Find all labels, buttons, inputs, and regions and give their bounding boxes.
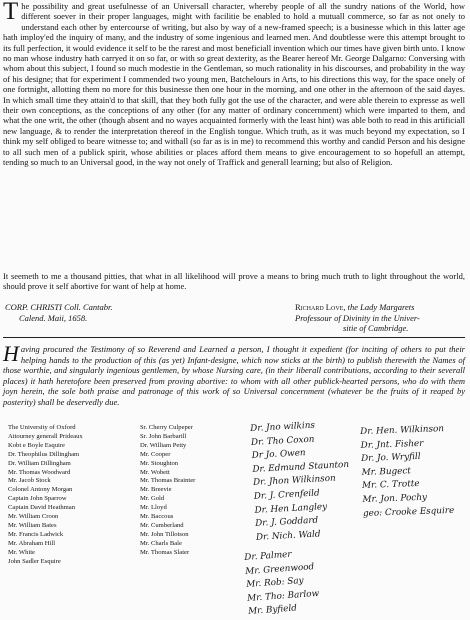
handwritten-signatures-3 (244, 545, 348, 620)
signature: Dr. Edmund Staunton (252, 459, 350, 475)
list-item: Captain David Heathman (8, 504, 76, 512)
intro-text: he possibility and great usefulnesse of an Universall character, whereby people of all the sundry nations of the World, how different soever in their proper languages, might with facilitie be enabled to hold a mutuall commerce, so far as not onely to understand each other by entercourse of writing, but also by way of a new-framed speech; is a businesse which in this latter age hath imploy'ed the inquiry of many, and the industry of some ingenious and learned men. And doubtlesse were this attempt brought to its full perfection, it would evidence it self to be the rarest and most beneficiall invention which our times have given birth unto. I know no man whose industry hath carryed it on so far, or with so great dexterity, as the Bearer hereof Mr. George Dalgarno: Conversing with whom about this subject, I found so much modestie in the Gentleman, so much rationality in his discourses, and probability in the way of his designe; that for experiment I commended two young men, Batchelours in Arts, to his directions this way, for the space onely of one fortnight, allotting them no more for this businesse then one hour in the morning, and one other in the afternoon of the said dayes. In which small time they attain'd to that skill, that they both fully got the use of the character, and were able therein to expresse as well their own conceptions, as the conceptions of any other (for any matter of ordinary concernment) which were imparted to them, and what the one writ, the other (though absent and no wayes acquainted formerly with the least hint) was able both to read in this artificiall new language, & to render the interpretation thereof in the English tongue. Which truth, as it was much beyond my expectation, so I think my self obliged to beare witnesse to; and withall (so far as is in me) to recommend this worthy and candid Person and his designe to all such men of a publick spirit, whose abilities or places afford them means to give encouragement to so hopefull an attempt, tending so much to an Universal good, in the way not onely of Traffick and generall learning; but also of Religion. (3, 1, 465, 168)
list-item: Mr. White (8, 548, 35, 556)
list-item: Mr. Charls Bale (140, 539, 182, 547)
signature: Dr. Jnt. Fisher (360, 438, 424, 451)
handwritten-signatures-1 (250, 418, 351, 545)
signature: Dr. Jo. Wryfill (360, 452, 421, 465)
list-item: Mr. Cooper (140, 450, 171, 458)
list-item: Mr. Baccous (140, 513, 174, 521)
author-title-1: the Lady Margarets (347, 302, 415, 312)
list-item: Dr. William Petty (140, 441, 187, 449)
contributors-list-1 (8, 424, 133, 567)
signature: Dr. Tho Coxon (250, 434, 315, 448)
list-item: Sr. Cherry Culpeper (140, 424, 193, 431)
author-name: Richard Love, (295, 302, 346, 312)
list-item: Mr. Jacob Stock (8, 477, 51, 485)
signature: geo: Crooke Esquire (362, 505, 455, 519)
signature: Dr Jo. Owen (251, 448, 306, 462)
list-item: Mr. Lloyd (140, 504, 167, 512)
list-item: Sr. John Barbarill (140, 432, 187, 440)
signature: Mr. Tho: Barlow (246, 588, 320, 604)
signature: Dr. Palmer (244, 549, 292, 563)
list-item: Kobt e Boyle Esquire (8, 441, 65, 449)
signature: Mr. Greenwood (245, 561, 315, 577)
closing-paragraph: It seemeth to me a thousand pitties, that what in all likelihood will prove a means to bring much truth to light throughout the world, should prove it self abortive for want of help at home. (3, 271, 465, 292)
signature: Dr. Jno wilkins (250, 420, 316, 434)
signature: Mr. C. Trotte (361, 479, 420, 492)
signature: Dr. J. Goddard (255, 515, 319, 530)
signature: Dr. Hen Langley (254, 501, 328, 516)
handwritten-signatures-2 (360, 422, 470, 521)
signature: Mr. Jon. Pochy (362, 492, 428, 505)
list-item: Colonel Antony Morgan (8, 486, 73, 494)
list-item: Mr. John Tillotson (140, 530, 189, 538)
signature: Mr. Byfield (247, 603, 298, 618)
list-item: Mr. Thomas Slater (140, 548, 190, 556)
intro-paragraph (3, 1, 465, 168)
signature: Mr. Bugect (361, 466, 412, 478)
list-item: The University of Oxford (8, 424, 76, 431)
list-item: Mr. Thomas Brainter (140, 477, 196, 485)
author-title-3: sitie of Cambridge. (343, 323, 409, 333)
list-item: Dr. Theophilus Dillingham (8, 450, 80, 458)
signature: Dr. Hen. Wilkinson (360, 424, 445, 437)
list-item: John Sadler Esquire (8, 557, 61, 565)
drop-cap: T (3, 0, 19, 25)
section-divider (3, 337, 465, 338)
list-item: Mr. Stoughton (140, 459, 179, 467)
endorsement-text: aving procured the Testimony of so Reverend and Learned a person, I thought it expedient (for inciting of others to put their helping hands to the production of this (as yet) Infant-designe, which now sticks at the birth) to publish therewith the Names of those worthie, and singularly ingenious gentlemen, by whose Nursing care, (in their liberall contributions, according to their severall places) it hath heretofore been preserved from proving abortive: to whom with all other publick-hearted persons, who do with them joyn herein, the sole both praise and patronage of this work of so Universal concernment (whatever be the fruits of it reaped by posterity) shall be deservedly due. (3, 344, 465, 407)
list-item: Mr. Abraham Hill (8, 539, 56, 547)
list-item: Mr. Cumberland (140, 521, 184, 529)
author-title-2: Professour of Divinity in the Univer- (295, 312, 420, 323)
endorsement-paragraph (3, 341, 465, 408)
contributors-list-2 (140, 424, 242, 558)
list-item: Mr. Breevie (140, 486, 172, 494)
drop-cap-2: H (3, 341, 19, 366)
list-item: Mr. William Croon (8, 513, 59, 521)
signature: Mr. Rob: Say (245, 576, 304, 591)
date-line: Calend. Maii, 1658. (19, 312, 88, 323)
list-item: Mr. Francis Ladwick (8, 530, 64, 538)
signature-author (295, 302, 467, 334)
list-item: Dr. William Dillingham (8, 459, 71, 467)
list-item: Mr. Wobett (140, 468, 170, 476)
list-item: Mr. Gold (140, 495, 165, 503)
list-item: Mr. Thomas Woodward (8, 468, 71, 476)
list-item: Mr. William Bates (8, 521, 57, 529)
list-item: Captain John Sparrow (8, 495, 67, 503)
signature-college (5, 302, 225, 323)
signature: Dr. Nich. Wald (255, 529, 321, 543)
signature: Dr. J. Crenfeild (253, 488, 320, 502)
college-line: CORP. CHRISTI Coll. Cantabr. (5, 302, 113, 312)
list-item: Attourney generall Prideaux (8, 432, 83, 440)
signature: Dr. Jhon Wilkinson (252, 473, 336, 489)
